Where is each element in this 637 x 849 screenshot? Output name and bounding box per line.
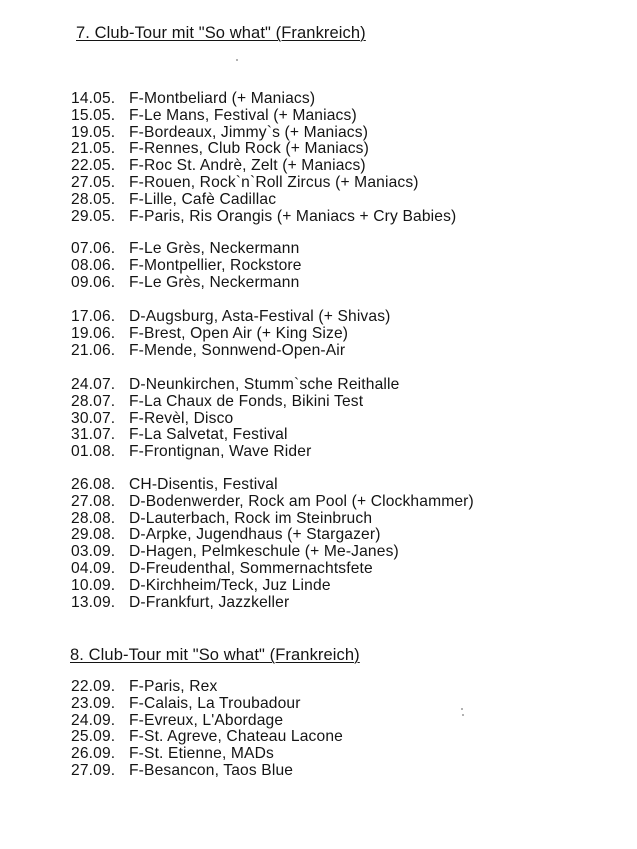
entry-date: 13.09. xyxy=(71,593,116,611)
tour-date-entry xyxy=(71,158,456,175)
tour-date-entry xyxy=(71,91,456,108)
tour-date-entry xyxy=(71,411,399,428)
entry-venue: D-Bodenwerder, Rock am Pool (+ Clockhammer) xyxy=(129,492,474,510)
entry-date: 07.06. xyxy=(71,240,116,257)
entry-date: 21.06. xyxy=(71,341,116,359)
tour-date-entry xyxy=(71,141,456,158)
entry-date: 15.05. xyxy=(71,106,116,124)
tour-date-entry xyxy=(71,275,302,292)
tour-date-entry xyxy=(71,309,391,326)
entry-venue: F-Calais, La Troubadour xyxy=(129,694,301,712)
entry-venue: F-Rennes, Club Rock (+ Maniacs) xyxy=(129,140,369,158)
scan-speck xyxy=(236,59,238,61)
entry-date: 09.06. xyxy=(71,273,116,291)
entry-date: 29.08. xyxy=(71,526,116,544)
entry-date: 24.07. xyxy=(71,376,116,393)
entry-date: 19.06. xyxy=(71,324,116,342)
tour-date-entry xyxy=(71,729,343,746)
tour-date-entry xyxy=(71,394,399,411)
tour-date-entry xyxy=(71,326,391,343)
scan-speck xyxy=(461,708,463,710)
entry-venue: F-Le Grès, Neckermann xyxy=(129,273,300,291)
entry-venue: D-Lauterbach, Rock im Steinbruch xyxy=(129,509,373,527)
entry-date: 10.09. xyxy=(71,576,116,594)
tour-date-entry xyxy=(71,427,399,444)
tour-date-entry xyxy=(71,258,302,275)
entry-venue: D-Arpke, Jugendhaus (+ Stargazer) xyxy=(129,526,381,544)
entry-date: 04.09. xyxy=(71,559,116,577)
tour-date-entry xyxy=(71,595,474,612)
section-heading-tour-8: 8. Club-Tour mit "So what" (Frankreich) xyxy=(70,646,360,664)
entry-date: 28.07. xyxy=(71,392,116,410)
entry-venue: F-La Chaux de Fonds, Bikini Test xyxy=(129,392,364,410)
entry-date: 26.08. xyxy=(71,476,116,493)
entry-venue: F-Paris, Ris Orangis (+ Maniacs + Cry Babies) xyxy=(129,207,457,225)
tour-date-entry xyxy=(71,578,474,595)
tour-date-entry xyxy=(71,377,399,394)
entry-date: 14.05. xyxy=(71,90,116,107)
tour-date-entry xyxy=(71,477,474,494)
entry-venue: F-St. Agreve, Chateau Lacone xyxy=(129,728,343,746)
tour-date-entry xyxy=(71,527,474,544)
tour-date-group-july xyxy=(71,377,399,461)
tour-date-group-august-september xyxy=(71,477,474,611)
entry-date: 27.09. xyxy=(71,761,116,779)
entry-venue: D-Augsburg, Asta-Festival (+ Shivas) xyxy=(129,308,391,325)
entry-date: 22.09. xyxy=(71,678,116,695)
entry-date: 22.05. xyxy=(71,157,116,175)
entry-date: 21.05. xyxy=(71,140,116,158)
tour-date-entry xyxy=(71,125,456,142)
entry-venue: F-La Salvetat, Festival xyxy=(129,426,288,444)
tour-date-entry xyxy=(71,209,456,226)
entry-date: 24.09. xyxy=(71,711,116,729)
entry-venue: F-Lille, Cafè Cadillac xyxy=(129,190,277,208)
entry-venue: F-Montbeliard (+ Maniacs) xyxy=(129,90,316,107)
entry-venue: D-Frankfurt, Jazzkeller xyxy=(129,593,290,611)
entry-date: 03.09. xyxy=(71,543,116,561)
entry-date: 01.08. xyxy=(71,443,116,461)
entry-venue: F-Frontignan, Wave Rider xyxy=(129,443,312,461)
entry-date: 26.09. xyxy=(71,745,116,763)
entry-date: 27.08. xyxy=(71,492,116,510)
entry-date: 23.09. xyxy=(71,694,116,712)
entry-date: 17.06. xyxy=(71,308,116,325)
tour-date-entry xyxy=(71,763,343,780)
entry-venue: F-Le Grès, Neckermann xyxy=(129,240,300,257)
entry-venue: F-Brest, Open Air (+ King Size) xyxy=(129,324,349,342)
tour-date-entry xyxy=(71,561,474,578)
tour-date-group-late-june xyxy=(71,309,391,359)
section-heading-tour-7: 7. Club-Tour mit "So what" (Frankreich) xyxy=(76,24,366,42)
tour-date-entry xyxy=(71,713,343,730)
entry-venue: CH-Disentis, Festival xyxy=(129,476,278,493)
entry-venue: D-Hagen, Pelmkeschule (+ Me-Janes) xyxy=(129,543,399,561)
entry-venue: F-Revèl, Disco xyxy=(129,409,234,427)
entry-venue: F-Evreux, L'Abordage xyxy=(129,711,284,729)
entry-date: 31.07. xyxy=(71,426,116,444)
entry-venue: D-Kirchheim/Teck, Juz Linde xyxy=(129,576,331,594)
entry-date: 19.05. xyxy=(71,123,116,141)
tour-date-group-may xyxy=(71,91,456,225)
entry-venue: F-Mende, Sonnwend-Open-Air xyxy=(129,341,346,359)
entry-date: 28.05. xyxy=(71,190,116,208)
tour-date-entry xyxy=(71,544,474,561)
entry-venue: F-Rouen, Rock`n`Roll Zircus (+ Maniacs) xyxy=(129,173,419,191)
entry-venue: D-Neunkirchen, Stumm`sche Reithalle xyxy=(129,376,400,393)
entry-venue: D-Freudenthal, Sommernachtsfete xyxy=(129,559,373,577)
scan-speck xyxy=(462,714,464,716)
entry-date: 28.08. xyxy=(71,509,116,527)
entry-date: 25.09. xyxy=(71,728,116,746)
tour-date-entry xyxy=(71,696,343,713)
tour-date-entry xyxy=(71,241,302,258)
entry-venue: F-St. Etienne, MADs xyxy=(129,745,274,763)
entry-date: 08.06. xyxy=(71,256,116,274)
entry-venue: F-Besancon, Taos Blue xyxy=(129,761,294,779)
tour-date-entry xyxy=(71,175,456,192)
tour-date-entry xyxy=(71,494,474,511)
tour-date-group-early-june xyxy=(71,241,302,291)
entry-venue: F-Paris, Rex xyxy=(129,678,218,695)
tour-date-entry xyxy=(71,444,399,461)
tour-date-entry xyxy=(71,192,456,209)
entry-date: 30.07. xyxy=(71,409,116,427)
tour-date-entry xyxy=(71,108,456,125)
tour-date-entry xyxy=(71,746,343,763)
tour-date-entry xyxy=(71,511,474,528)
entry-venue: F-Roc St. Andrè, Zelt (+ Maniacs) xyxy=(129,157,366,175)
entry-venue: F-Bordeaux, Jimmy`s (+ Maniacs) xyxy=(129,123,369,141)
tour-date-entry xyxy=(71,343,391,360)
entry-date: 27.05. xyxy=(71,173,116,191)
tour-date-group-late-september xyxy=(71,679,343,780)
tour-date-entry xyxy=(71,679,343,696)
entry-date: 29.05. xyxy=(71,207,116,225)
entry-venue: F-Montpellier, Rockstore xyxy=(129,256,302,274)
entry-venue: F-Le Mans, Festival (+ Maniacs) xyxy=(129,106,357,124)
